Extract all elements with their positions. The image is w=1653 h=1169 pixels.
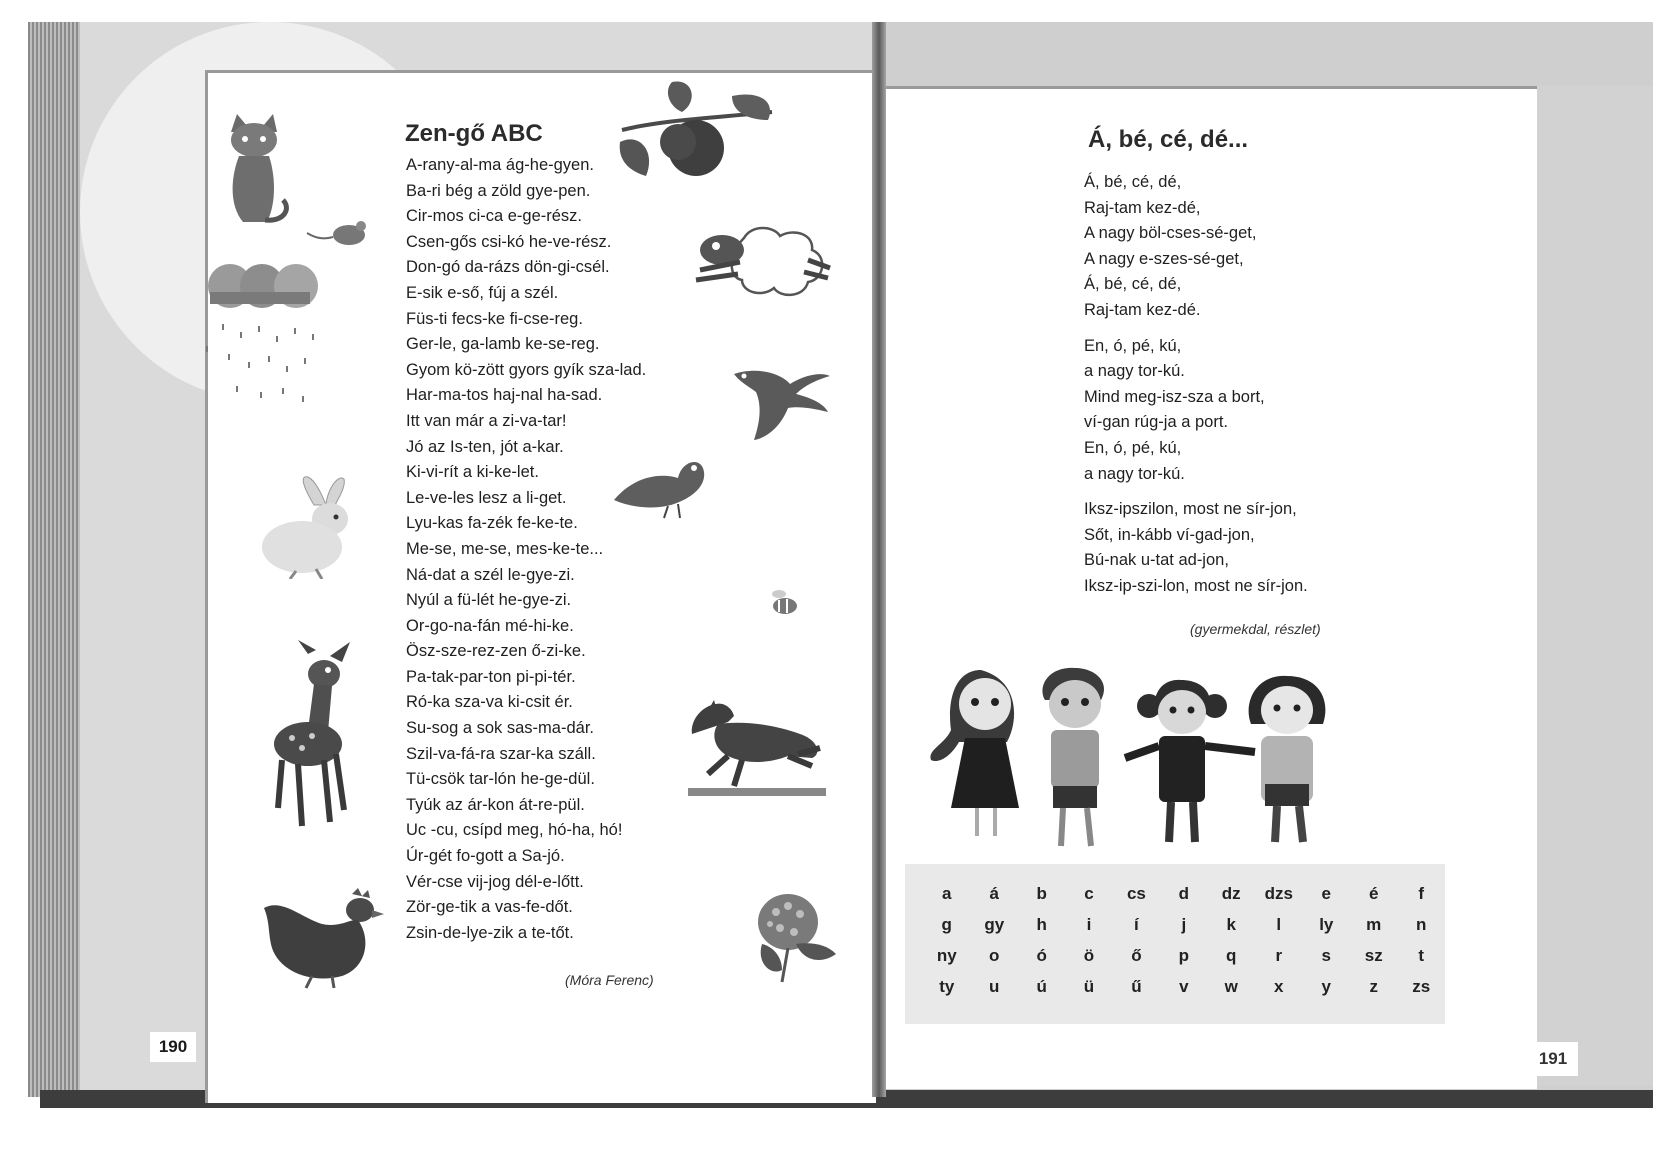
alphabet-row [923, 971, 1445, 1002]
alphabet-letter: ty [939, 976, 955, 996]
alphabet-letter: d [1178, 883, 1189, 903]
alphabet-letter: n [1416, 914, 1427, 934]
alphabet-letter: dz [1221, 883, 1241, 903]
poem-line: Ger-le, ga-lamb ke-se-reg. [406, 335, 600, 354]
alphabet-letter: sz [1364, 945, 1383, 965]
poem-line: Mind meg-isz-sza a bort, [1084, 387, 1265, 406]
alphabet-letter: ny [936, 945, 957, 965]
poem-line: Don-gó da-rázs dön-gi-csél. [406, 258, 610, 277]
poem-line: Raj-tam kez-dé. [1084, 300, 1201, 319]
alphabet-row [923, 940, 1445, 971]
poem-line: Ró-ka sza-va ki-csit ér. [406, 693, 573, 712]
poem-line: Raj-tam kez-dé, [1084, 198, 1201, 217]
lilac-icon [752, 884, 840, 984]
poem-line: En, ó, pé, kú, [1084, 438, 1182, 457]
fawn-icon [268, 640, 366, 830]
hen-icon [262, 888, 386, 990]
alphabet-letter: o [989, 945, 1000, 965]
left-poem-title: Zen-gő ABC [405, 120, 543, 147]
alphabet-letter: ű [1131, 976, 1142, 996]
poem-line: Á, bé, cé, dé, [1084, 275, 1182, 294]
poem-line: Or-go-na-fán mé-hi-ke. [406, 616, 574, 635]
alphabet-letter: z [1369, 976, 1378, 996]
alphabet-letter: ly [1319, 914, 1334, 934]
alphabet-letter: zs [1412, 976, 1431, 996]
poem-line: Gyom kö-zött gyors gyík sza-lad. [406, 360, 647, 379]
poem-line: A nagy e-szes-sé-get, [1084, 249, 1244, 268]
alphabet-letter: l [1276, 914, 1282, 934]
poem-line: Ná-dat a szél le-gye-zi. [406, 565, 575, 584]
poem-line: Uc -cu, csípd meg, hó-ha, hó! [406, 821, 623, 840]
page-number-right: 191 [1528, 1042, 1578, 1076]
poem-line: Zör-ge-tik a vas-fe-dőt. [406, 898, 573, 917]
alphabet-letter: k [1226, 914, 1236, 934]
poem-line: a nagy tor-kú. [1084, 362, 1185, 381]
alphabet-letter: i [1086, 914, 1092, 934]
poem-line: Úr-gét fo-gott a Sa-jó. [406, 847, 565, 866]
alphabet-grid [923, 878, 1445, 1002]
poem-line: Nyúl a fü-lét he-gye-zi. [406, 591, 572, 610]
horse-icon [688, 700, 826, 800]
alphabet-letter: ü [1083, 976, 1095, 996]
poem-line: Zsin-de-lye-zik a te-tőt. [406, 923, 574, 942]
boy-icon [1043, 668, 1105, 846]
poem-line: Su-sog a sok sas-ma-dár. [406, 719, 594, 738]
poem-line: Füs-ti fecs-ke fi-cse-reg. [406, 309, 583, 328]
poem-line: ví-gan rúg-ja a port. [1084, 413, 1228, 432]
apple-branch-icon [612, 72, 780, 182]
alphabet-letter: q [1226, 945, 1237, 965]
page-number-left: 190 [150, 1032, 196, 1062]
cloud-rain-icon [202, 262, 350, 412]
alphabet-letter: dzs [1264, 883, 1293, 903]
alphabet-letter: gy [984, 914, 1005, 934]
poem-line: Me-se, me-se, mes-ke-te... [406, 539, 604, 558]
poem-line: Sőt, in-kább ví-gad-jon, [1084, 525, 1255, 544]
poem-stanza [1084, 170, 1308, 324]
poem-line: a nagy tor-kú. [1084, 464, 1185, 483]
right-margin [1537, 86, 1653, 1086]
poem-line: Bú-nak u-tat ad-jon, [1084, 551, 1229, 570]
sheep-icon [692, 222, 832, 302]
rabbit-icon [256, 475, 366, 579]
poem-line: Cir-mos ci-ca e-ge-rész. [406, 207, 583, 226]
poem-stanza [1084, 497, 1308, 599]
alphabet-row [923, 878, 1445, 909]
poem-line: Itt van már a zi-va-tar! [406, 411, 567, 430]
poem-line: Lyu-kas fa-zék fe-ke-te. [406, 514, 578, 533]
poem-line: En, ó, pé, kú, [1084, 336, 1182, 355]
poem-line: Tyúk az ár-kon át-re-pül. [406, 795, 585, 814]
poem-line: Tü-csök tar-lón he-ge-dül. [406, 770, 595, 789]
poem-line: Ösz-sze-rez-zen ő-zi-ke. [406, 642, 586, 661]
alphabet-letter: í [1134, 914, 1139, 934]
alphabet-letter: r [1275, 945, 1283, 965]
alphabet-letter: e [1321, 883, 1332, 903]
alphabet-letter: á [989, 883, 999, 903]
poem-line: Le-ve-les lesz a li-get. [406, 488, 567, 507]
poem-stanza [1084, 334, 1308, 488]
poem-line: A nagy böl-cses-sé-get, [1084, 224, 1257, 243]
alphabet-letter: s [1321, 945, 1332, 965]
cat-icon [225, 112, 290, 230]
alphabet-letter: t [1418, 945, 1425, 965]
alphabet-letter: j [1181, 914, 1187, 934]
right-poem-body [1084, 170, 1308, 610]
alphabet-letter: x [1274, 976, 1284, 996]
alphabet-letter: ú [1036, 976, 1047, 996]
alphabet-row [923, 909, 1445, 940]
pigeon-icon [612, 448, 708, 520]
alphabet-table [905, 864, 1445, 1024]
mouse-icon [305, 215, 375, 251]
poem-line: Ba-ri bég a zöld gye-pen. [406, 181, 591, 200]
poem-line: Iksz-ipszilon, most ne sír-jon, [1084, 500, 1297, 519]
alphabet-letter: b [1036, 883, 1047, 903]
alphabet-letter: w [1224, 976, 1238, 996]
alphabet-letter: m [1366, 914, 1382, 934]
poem-line: Iksz-ip-szi-lon, most ne sír-jon. [1084, 576, 1308, 595]
alphabet-letter: cs [1126, 883, 1146, 903]
alphabet-letter: h [1036, 914, 1047, 934]
alphabet-letter: g [941, 914, 952, 934]
poem-line: Ki-vi-rít a ki-ke-let. [406, 463, 539, 482]
alphabet-letter: f [1418, 883, 1425, 903]
poem-line: Á, bé, cé, dé, [1084, 173, 1182, 191]
alphabet-letter: é [1368, 883, 1379, 903]
alphabet-letter: ő [1131, 945, 1142, 965]
poem-line: Vér-cse vij-jog dél-e-lőtt. [406, 872, 584, 891]
bee-icon [765, 588, 801, 618]
alphabet-letter: v [1179, 976, 1189, 996]
alphabet-letter: ó [1036, 945, 1047, 965]
poem-line: Szil-va-fá-ra szar-ka száll. [406, 744, 596, 763]
right-poem-source: (gyermekdal, részlet) [1190, 621, 1321, 637]
poem-line: Jó az Is-ten, jót a-kar. [406, 437, 564, 456]
poem-line: A-rany-al-ma ág-he-gyen. [406, 156, 594, 174]
swallow-icon [732, 364, 832, 442]
poem-line: Pa-tak-par-ton pi-pi-tér. [406, 667, 576, 686]
alphabet-letter: a [942, 883, 952, 903]
alphabet-letter: y [1321, 976, 1332, 996]
alphabet-letter: c [1084, 883, 1094, 903]
girl-long-hair-icon [930, 670, 1019, 836]
page-edges [28, 22, 80, 1097]
left-poem-author: (Móra Ferenc) [565, 972, 654, 988]
girl-bob-icon [1249, 676, 1326, 842]
right-poem-title: Á, bé, cé, dé... [1088, 126, 1249, 153]
poem-line: Csen-gős csi-kó he-ve-rész. [406, 232, 612, 251]
poem-line: Har-ma-tos haj-nal ha-sad. [406, 386, 603, 405]
book-spine [872, 22, 886, 1097]
children-illustration [925, 660, 1425, 856]
alphabet-letter: u [989, 976, 1000, 996]
alphabet-letter: ö [1083, 945, 1095, 965]
poem-line: E-sik e-ső, fúj a szél. [406, 283, 559, 302]
left-poem-body [406, 153, 646, 946]
girl-pigtails-icon [1125, 680, 1255, 842]
alphabet-letter: p [1178, 945, 1189, 965]
